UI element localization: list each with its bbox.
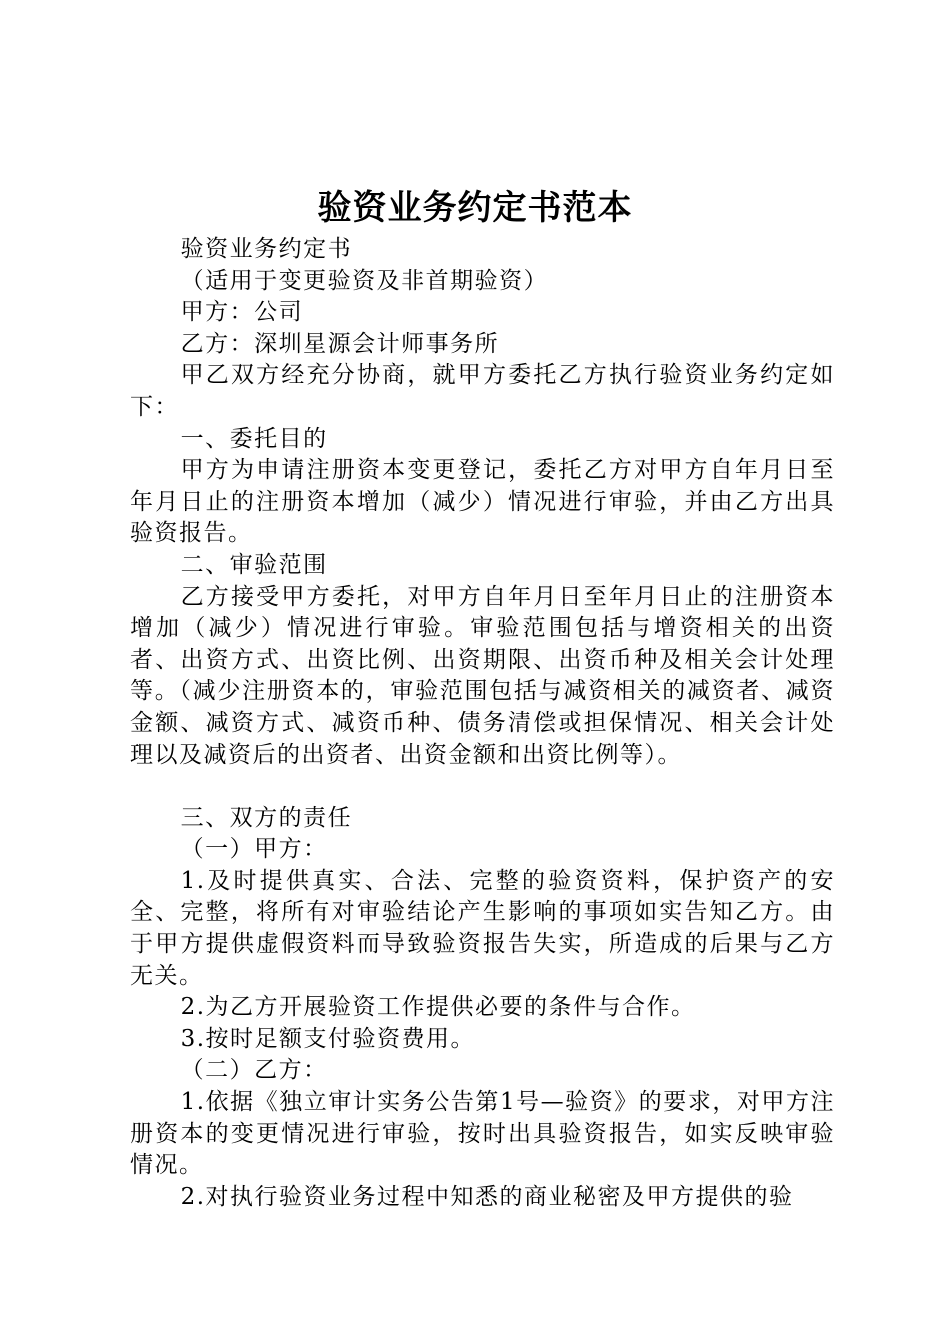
list-item: 1.依据《独立审计实务公告第1号—验资》的要求，对甲方注册资本的变更情况进行审验，按时出具验资报告，如实反映审验情况。 — [130, 1089, 835, 1179]
section-heading-purpose: 一、委托目的 — [180, 425, 328, 452]
subheading-party-b: （二）乙方： — [180, 1057, 328, 1084]
blank-line — [130, 771, 835, 803]
paragraph-scope-note: （适用于变更验资及非首期验资） — [180, 267, 549, 294]
paragraph-party-b: 乙方：深圳星源会计师事务所 — [180, 330, 500, 357]
paragraph-party-a: 甲方：公司 — [180, 299, 304, 326]
section-heading-scope: 二、审验范围 — [180, 551, 328, 578]
list-item: 3.按时足额支付验资费用。 — [180, 1025, 476, 1052]
paragraph-intro: 甲乙双方经充分协商，就甲方委托乙方执行验资业务约定如下： — [130, 362, 835, 420]
section-heading-responsibilities: 三、双方的责任 — [180, 804, 353, 831]
list-item: 2.对执行验资业务过程中知悉的商业秘密及甲方提供的验 — [180, 1183, 794, 1210]
document-body — [130, 234, 835, 1213]
subheading-party-a: （一）甲方： — [180, 836, 328, 863]
paragraph-heading: 验资业务约定书 — [180, 236, 353, 262]
list-item: 2.为乙方开展验资工作提供必要的条件与合作。 — [180, 994, 696, 1021]
paragraph-purpose: 甲方为申请注册资本变更登记，委托乙方对甲方自年月日至年月日止的注册资本增加（减少）情况进行审验，并由乙方出具验资报告。 — [130, 457, 835, 547]
document-title: 验资业务约定书范本 — [317, 188, 633, 228]
list-item: 1.及时提供真实、合法、完整的验资资料，保护资产的安全、完整，将所有对审验结论产生影响的事项如实告知乙方。由于甲方提供虚假资料而导致验资报告失实，所造成的后果与乙方无关。 — [130, 867, 835, 989]
paragraph-scope: 乙方接受甲方委托，对甲方自年月日至年月日止的注册资本增加（减少）情况进行审验。审验范围包括与增资相关的出资者、出资方式、出资比例、出资期限、出资币种及相关会计处理等。（减少注册资本的，审验范围包括与减资相关的减资者、减资金额、减资方式、减资币种、债务清偿或担保情况、相关会计处理以及减资后的出资者、出资金额和出资比例等）。 — [130, 583, 835, 768]
